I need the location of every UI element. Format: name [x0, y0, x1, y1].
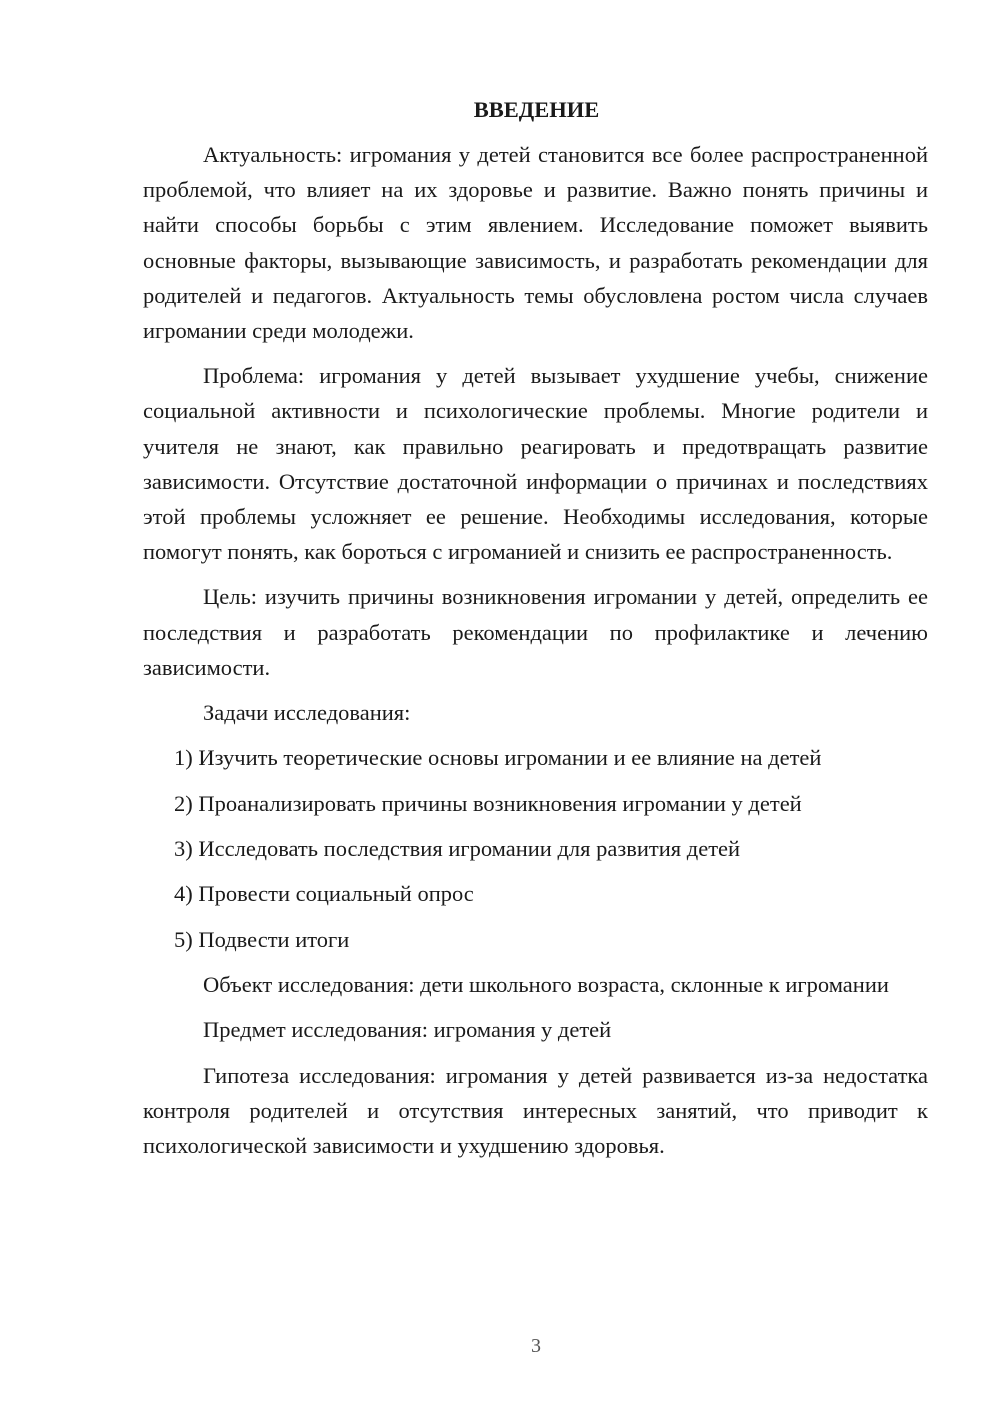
tasks-title: Задачи исследования:	[203, 700, 411, 726]
task-item-4: 4) Провести социальный опрос	[174, 881, 474, 907]
task-item-3: 3) Исследовать последствия игромании для развития детей	[174, 836, 741, 862]
paragraph-object: Объект исследования: дети школьного возраста, склонные к игромании	[203, 972, 889, 998]
paragraph-relevance: Актуальность: игромания у детей становится все более распространенной проблемой, что влияет на их здоровье и развитие. Важно понять причины и найти способы борьбы с этим явлением. Исследование поможет выявить основные факторы, вызывающие зависимость, и разработать рекомендации для родителей и педагогов. Актуальность темы обусловлена ростом числа случаев игромании среди молодежи.	[143, 142, 928, 344]
page-number: 3	[531, 1335, 541, 1357]
task-item-1: 1) Изучить теоретические основы игромании и ее влияние на детей	[174, 745, 822, 771]
paragraph-hypothesis: Гипотеза исследования: игромания у детей развивается из-за недостатка контроля родителей и отсутствия интересных занятий, что приводит к психологической зависимости и ухудшению здоровья.	[143, 1062, 928, 1159]
paragraph-subject: Предмет исследования: игромания у детей	[203, 1017, 612, 1043]
paragraph-goal: Цель: изучить причины возникновения игромании у детей, определить ее последствия и разработать рекомендации по профилактике и лечению зависимости.	[143, 584, 928, 680]
tasks-list	[143, 740, 928, 957]
paragraph-problem: Проблема: игромания у детей вызывает ухудшение учебы, снижение социальной активности и психологические проблемы. Многие родители и учителя не знают, как правильно реагировать и предотвращать развитие зависимости. Отсутствие достаточной информации о причинах и последствиях этой проблемы усложняет ее решение. Необходимы исследования, которые помогут понять, как бороться с игроманией и снизить ее распространенность.	[143, 363, 928, 565]
page-content	[143, 92, 928, 1173]
task-item-2: 2) Проанализировать причины возникновения игромании у детей	[174, 790, 802, 816]
section-heading: ВВЕДЕНИЕ	[473, 97, 600, 122]
task-item-5: 5) Подвести итоги	[174, 926, 350, 952]
